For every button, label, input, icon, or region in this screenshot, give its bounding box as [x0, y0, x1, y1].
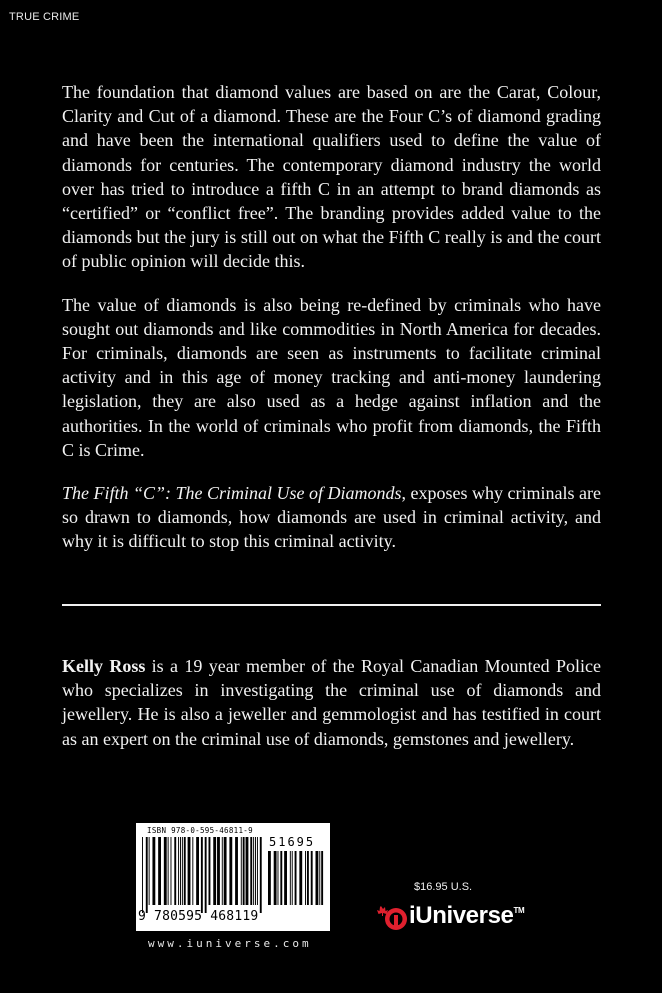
barcode-bar: [164, 837, 167, 905]
publisher-name-text: iUniverse: [409, 902, 514, 929]
isbn-barcode: [136, 823, 330, 931]
barcode-bar: [174, 837, 176, 905]
barcode-bar: [307, 851, 309, 905]
book-description: [62, 80, 601, 573]
publisher-url: www.iuniverse.com: [148, 937, 312, 950]
author-name: Kelly Ross: [62, 656, 146, 676]
ean-barcode-bars: [142, 837, 264, 913]
barcode-bar: [316, 851, 319, 905]
barcode-bar: [321, 851, 323, 905]
barcode-bar: [196, 837, 199, 905]
trademark-mark: TM: [513, 906, 525, 915]
book-title-italic: The Fifth “C”: The Criminal Use of Diamonds: [62, 483, 402, 504]
barcode-bar: [188, 837, 191, 905]
barcode-bar: [295, 851, 297, 905]
barcode-bar: [184, 837, 186, 905]
isbn-label: ISBN 978-0-595-46811-9: [147, 826, 253, 835]
barcode-bar: [235, 837, 238, 905]
barcode-bar: [255, 837, 256, 905]
barcode-bar: [284, 851, 287, 905]
barcode-bar: [299, 851, 302, 905]
addon-barcode-bars: [268, 851, 324, 913]
barcode-bar: [222, 837, 223, 905]
author-bio-text: is a 19 year member of the Royal Canadian Mounted Police who specializes in investigating the criminal use of diamonds and jewellery. He is also a jeweller and gemmologist and has testified in court as an expert on the criminal use of diamonds, gemstones and jewellery.: [62, 656, 601, 749]
author-bio: [62, 654, 601, 751]
description-paragraph-1: The foundation that diamond values are based on are the Carat, Colour, Clarity and Cut of a diamond. These are the Four C’s of diamond grading and have been the international qualifiers used to define the value of diamonds for centuries. The contemporary diamond industry the world over has tried to introduce a fifth C in an attempt to brand diamonds as “certified” or “conflict free”. The branding provides added value to the diamonds but the jury is still out on what the Fifth C really is and the court of public opinion will decide this.: [62, 82, 601, 272]
price-addon-digits: 51695: [269, 835, 316, 849]
barcode-bar: [149, 837, 150, 905]
barcode-bar: [243, 837, 245, 905]
barcode-bar: [260, 837, 262, 913]
barcode-bar: [241, 837, 242, 905]
barcode-bar: [274, 851, 277, 905]
barcode-bar: [217, 837, 220, 905]
barcode-bar: [192, 837, 193, 905]
barcode-bar: [205, 837, 207, 913]
barcode-bar: [311, 851, 313, 905]
barcode-bar: [246, 837, 249, 905]
barcode-bar: [171, 837, 172, 905]
barcode-bar: [168, 837, 169, 905]
description-paragraph-2: The value of diamonds is also being re-defined by criminals who have sought out diamonds and like commodities in North America for decades. For criminals, diamonds are seen as instruments to facilitate criminal activity and in this age of money tracking and anti-money laundering legislation, they are also used as a hedge against inflation and the authorities. In the world of criminals who profit from diamonds, the Fifth C is Crime.: [62, 294, 601, 460]
barcode-bar: [280, 851, 282, 905]
barcode-bar: [224, 837, 227, 905]
barcode-bar: [213, 837, 216, 905]
barcode-bar: [180, 837, 181, 905]
barcode-bar: [278, 851, 279, 905]
barcode-bar: [319, 851, 320, 905]
genre-label: TRUE CRIME: [9, 11, 80, 23]
barcode-bar: [209, 837, 211, 905]
barcode-bar: [152, 837, 155, 905]
barcode-bar: [253, 837, 254, 905]
barcode-bar: [146, 837, 148, 913]
publisher-logo: [375, 901, 535, 933]
barcode-bar: [268, 851, 271, 905]
barcode-bar: [250, 837, 252, 905]
description-paragraph-3-text: , exposes why criminals are so drawn to diamonds, how diamonds are used in criminal activity, and why it is difficult to stop this criminal activity.: [62, 483, 601, 552]
barcode-bar: [158, 837, 161, 905]
description-paragraph-3: [62, 481, 601, 554]
barcode-bar: [305, 851, 306, 905]
publisher-name: [409, 902, 524, 930]
divider-rule: [62, 604, 601, 606]
maple-leaf-icon: [375, 901, 409, 933]
price-label: $16.95 U.S.: [414, 881, 473, 893]
barcode-bar: [229, 837, 232, 905]
barcode-bar: [201, 837, 203, 913]
barcode-bar: [292, 851, 293, 905]
barcode-bar: [142, 837, 143, 913]
ean-digits: 9 780595 468119: [138, 909, 259, 924]
barcode-bar: [182, 837, 183, 905]
barcode-bar: [257, 837, 258, 905]
barcode-bar: [178, 837, 179, 905]
barcode-bar: [290, 851, 291, 905]
